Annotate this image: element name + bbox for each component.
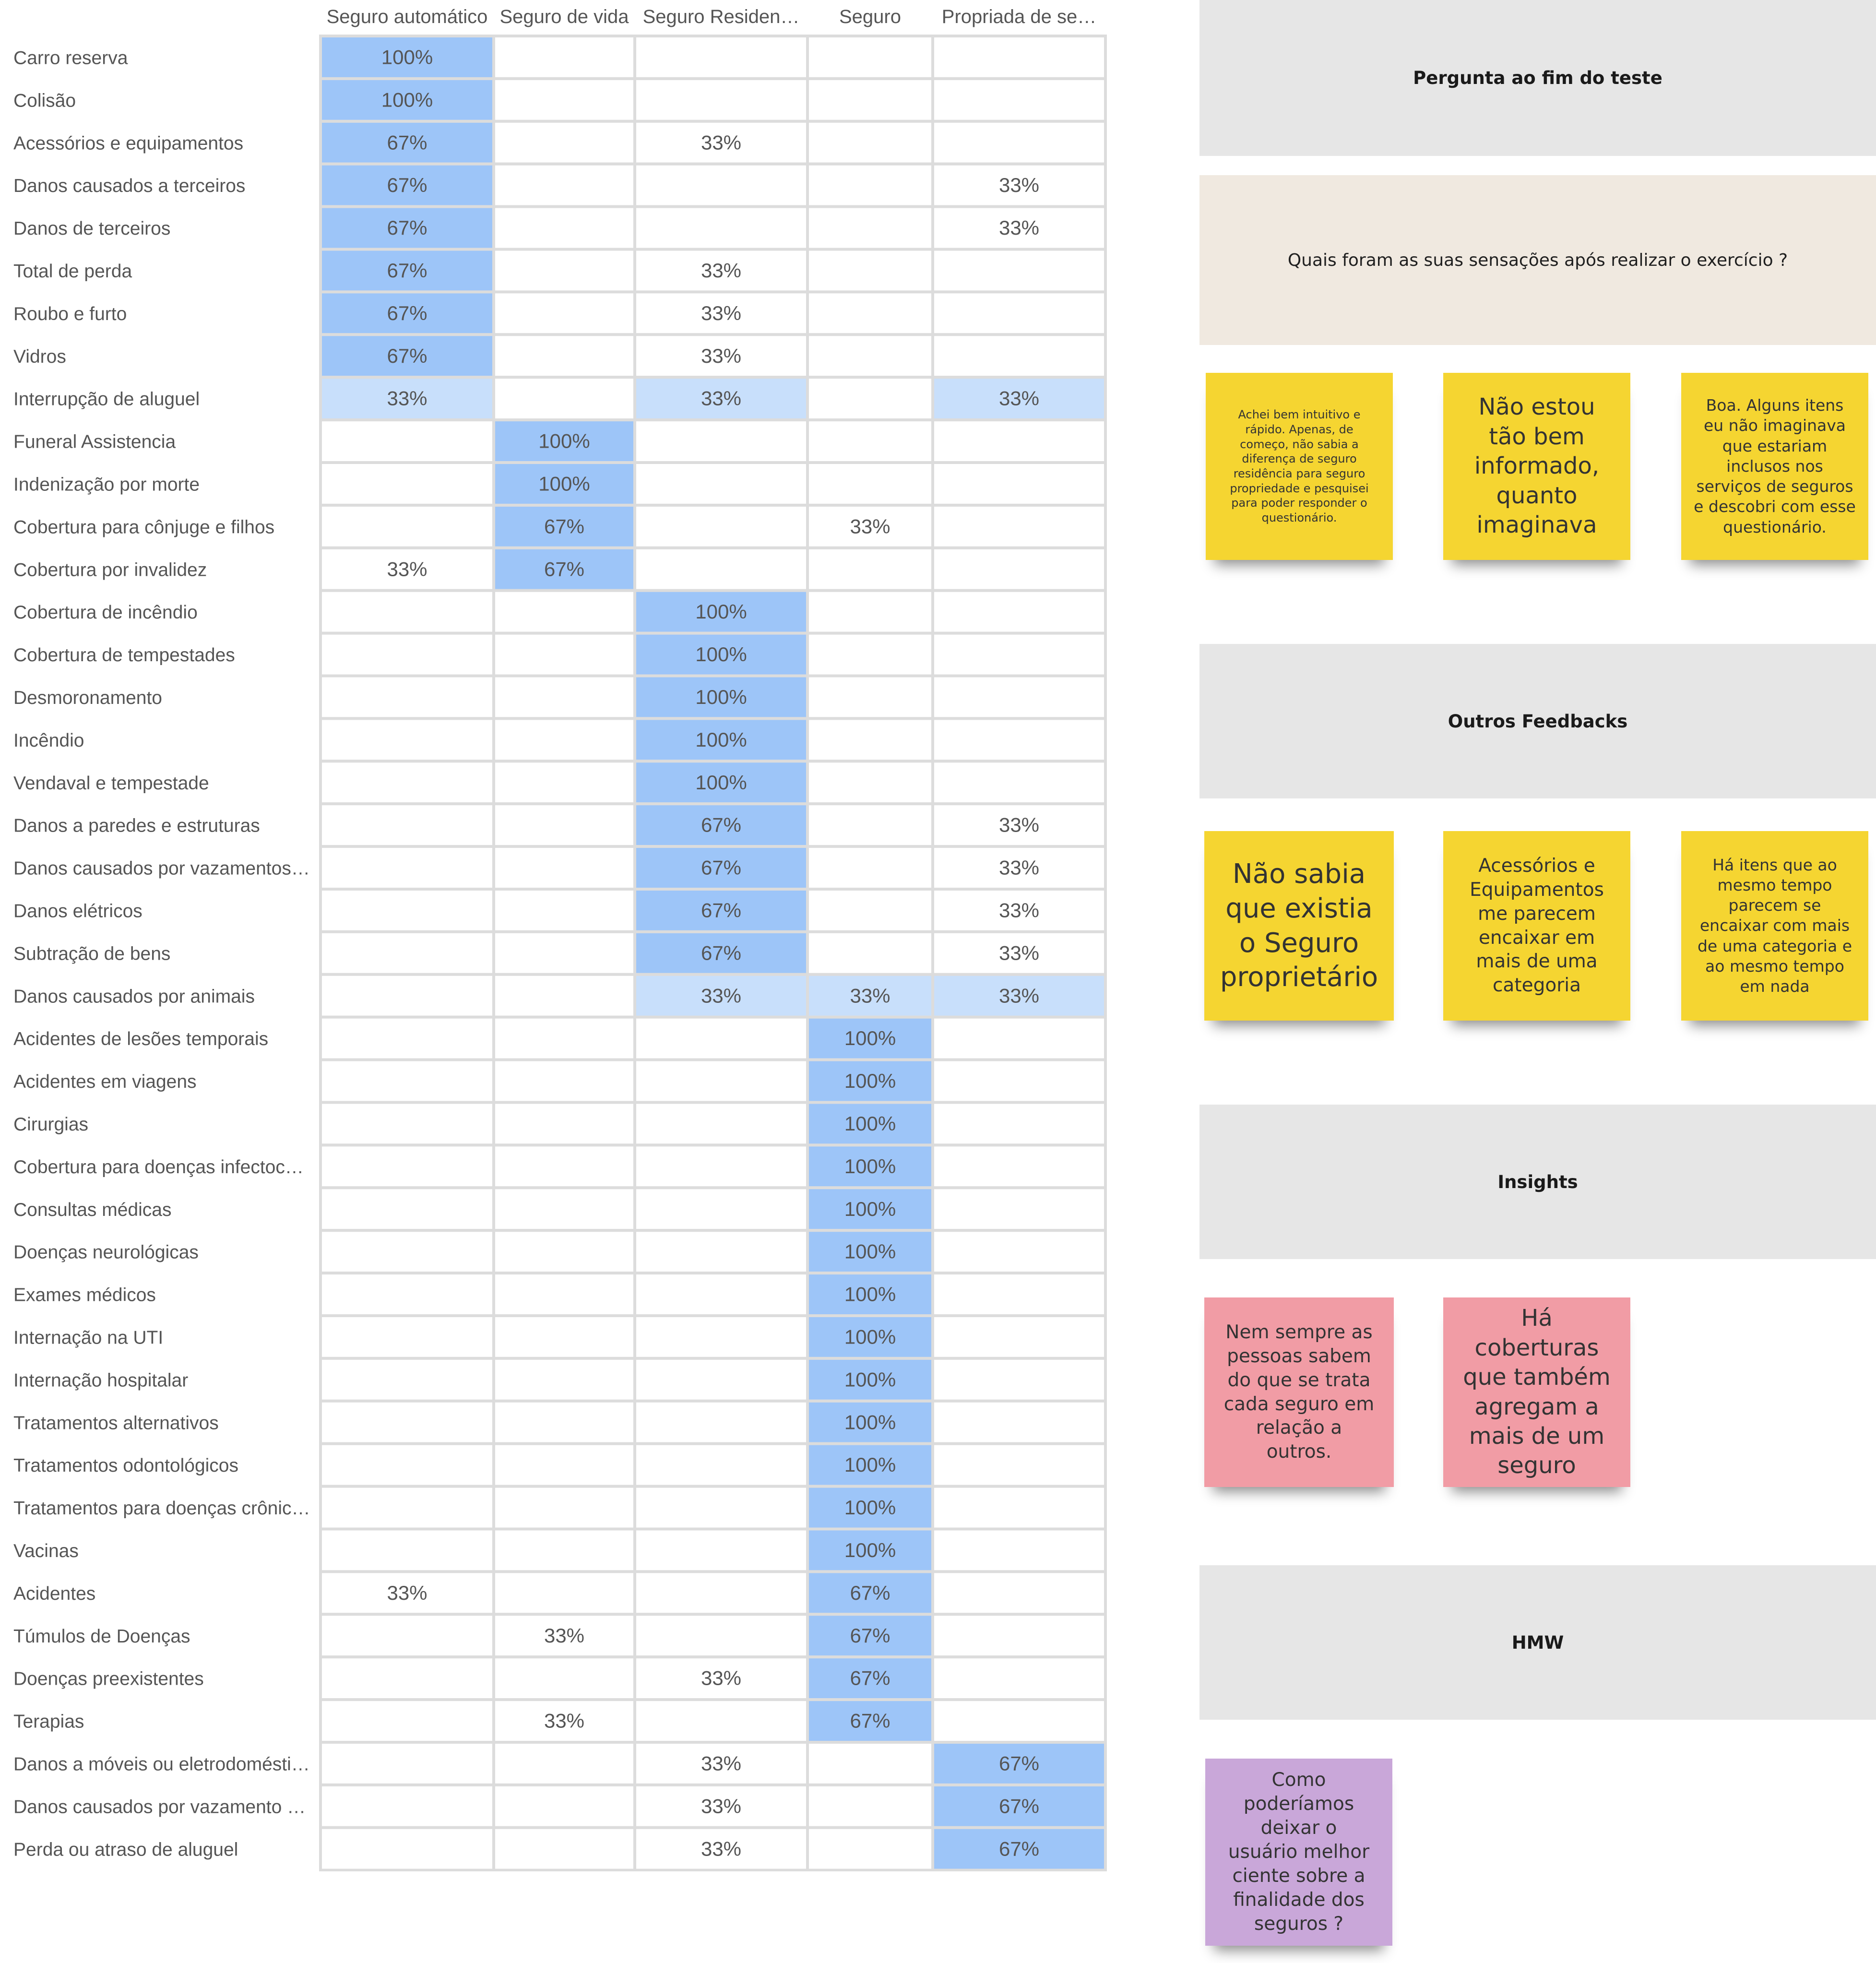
row-label: Cobertura para doenças infectoc… [13, 1156, 304, 1178]
heatmap-cell [494, 1828, 635, 1870]
heatmap-cell [933, 1487, 1105, 1529]
heatmap-cell [933, 1017, 1105, 1060]
heatmap-cell [494, 676, 635, 719]
row-label: Terapias [13, 1711, 84, 1732]
cell-value: 33% [701, 344, 742, 367]
cell-value: 100% [844, 1325, 896, 1348]
cell-value: 100% [844, 1411, 896, 1434]
row-label: Danos causados a terceiros [13, 176, 246, 197]
row-label: Tratamentos para doenças crônic… [13, 1498, 310, 1519]
cell-value: 100% [844, 1496, 896, 1519]
heatmap-cell [933, 334, 1105, 377]
section-title: Pergunta ao fim do teste [1413, 68, 1662, 88]
heatmap-cell [635, 1614, 807, 1657]
row-label: Cirurgias [13, 1114, 89, 1135]
row-label: Subtração de bens [13, 943, 171, 964]
cell-value: 33% [998, 216, 1040, 239]
heatmap-cell [494, 1785, 635, 1828]
heatmap-cell [494, 1188, 635, 1230]
heatmap-cell [807, 121, 933, 164]
cell-value: 100% [844, 1112, 896, 1135]
column-header: Seguro automático [326, 6, 488, 27]
heatmap-cell [635, 1145, 807, 1188]
heatmap-cell [494, 633, 635, 676]
section-title: Outros Feedbacks [1448, 711, 1628, 732]
row-label: Danos a paredes e estruturas [13, 815, 260, 836]
heatmap-cell [933, 1273, 1105, 1316]
cell-value: 67% [387, 259, 427, 282]
sticky-note: Não estou tão bem informado, quanto imaginava [1443, 373, 1630, 560]
heatmap-cell [635, 1487, 807, 1529]
heatmap-cell [321, 1742, 494, 1785]
cell-value: 67% [701, 941, 742, 964]
column-header: Seguro [839, 6, 901, 27]
cell-value: 33% [701, 131, 742, 154]
heatmap-cell [807, 377, 933, 420]
heatmap-cell [321, 804, 494, 846]
heatmap-cell [321, 1614, 494, 1657]
heatmap-cell [933, 1401, 1105, 1444]
cell-value: 67% [850, 1581, 891, 1604]
cell-value: 33% [701, 259, 742, 282]
heatmap-cell [321, 1230, 494, 1273]
heatmap-cell [494, 1316, 635, 1358]
heatmap-cell [321, 676, 494, 719]
heatmap-cell [494, 121, 635, 164]
heatmap-cell [933, 633, 1105, 676]
heatmap-cell [635, 1017, 807, 1060]
heatmap-cell [807, 36, 933, 79]
heatmap-cell [321, 889, 494, 932]
heatmap-cell [494, 1103, 635, 1145]
section-banner-hmw [1199, 1565, 1876, 1720]
section-banner-insights [1199, 1105, 1876, 1259]
cell-value: 100% [844, 1027, 896, 1050]
heatmap-cell [321, 1017, 494, 1060]
cell-value: 100% [538, 429, 590, 452]
heatmap-cell [321, 1700, 494, 1742]
heatmap-cell [321, 505, 494, 548]
cell-value: 33% [998, 984, 1040, 1007]
heatmap-cell [321, 1273, 494, 1316]
cell-value: 100% [695, 600, 747, 623]
cell-value: 100% [844, 1197, 896, 1220]
heatmap-cell [635, 1273, 807, 1316]
heatmap-cell [933, 250, 1105, 292]
cell-value: 100% [844, 1538, 896, 1561]
sticky-note: Não sabia que existia o Seguro proprietário [1204, 831, 1394, 1021]
cell-value: 33% [387, 1581, 427, 1604]
column-header: Propriada de se… [941, 6, 1097, 27]
heatmap-cell [494, 1529, 635, 1572]
heatmap-cell [807, 591, 933, 633]
row-label: Tratamentos odontológicos [13, 1455, 238, 1476]
cell-value: 100% [844, 1240, 896, 1263]
heatmap-cell [933, 1103, 1105, 1145]
row-label: Indenização por morte [13, 474, 200, 495]
heatmap-cell [933, 676, 1105, 719]
row-label: Danos causados por vazamento … [13, 1796, 306, 1818]
heatmap-cell [807, 79, 933, 121]
row-label: Exames médicos [13, 1285, 156, 1306]
heatmap-cell [494, 761, 635, 804]
cell-value: 67% [701, 813, 742, 836]
heatmap-cell [635, 463, 807, 505]
heatmap-cell [321, 1529, 494, 1572]
cell-value: 33% [998, 813, 1040, 836]
heatmap-cell [807, 633, 933, 676]
cell-value: 33% [850, 984, 891, 1007]
heatmap-cell [933, 1571, 1105, 1614]
heatmap-cell [494, 975, 635, 1017]
cell-value: 67% [850, 1624, 891, 1647]
row-label: Roubo e furto [13, 303, 127, 324]
heatmap-cell [807, 164, 933, 207]
heatmap-cell [494, 334, 635, 377]
section-title: Insights [1497, 1171, 1578, 1192]
heatmap-cell [321, 1444, 494, 1487]
heatmap-cell [321, 932, 494, 975]
cell-value: 33% [544, 1709, 585, 1732]
cell-value: 33% [850, 515, 891, 538]
heatmap-cell [321, 846, 494, 889]
cell-value: 33% [701, 1752, 742, 1775]
cell-value: 67% [998, 1752, 1040, 1775]
sticky-note: Como poderíamos deixar o usuário melhor ciente sobre a finalidade dos seguros ? [1205, 1759, 1392, 1946]
cell-value: 33% [998, 387, 1040, 410]
cell-value: 100% [844, 1154, 896, 1178]
heatmap-cell [807, 420, 933, 463]
cell-value: 100% [381, 88, 433, 111]
heatmap-cell [807, 932, 933, 975]
sticky-note: Há coberturas que também agregam a mais de um seguro [1443, 1297, 1630, 1487]
heatmap-cell [933, 292, 1105, 334]
row-label: Vacinas [13, 1540, 79, 1561]
heatmap-cell [933, 1700, 1105, 1742]
cell-value: 100% [695, 643, 747, 666]
heatmap-cell [635, 548, 807, 591]
sticky-note: Nem sempre as pessoas sabem do que se trata cada seguro em relação a outros. [1204, 1297, 1394, 1487]
heatmap-cell [635, 1700, 807, 1742]
row-label: Acessórios e equipamentos [13, 133, 244, 154]
row-label: Cobertura de tempestades [13, 645, 235, 666]
heatmap-cell [494, 718, 635, 761]
section-title: HMW [1511, 1632, 1564, 1653]
row-label: Colisão [13, 90, 76, 111]
heatmap-cell [933, 36, 1105, 79]
cell-value: 33% [701, 1795, 742, 1818]
heatmap-cell [933, 1614, 1105, 1657]
heatmap-cell [321, 1060, 494, 1103]
cell-value: 33% [544, 1624, 585, 1647]
cell-value: 33% [998, 941, 1040, 964]
heatmap-cell [494, 377, 635, 420]
heatmap-cell [635, 1571, 807, 1614]
heatmap-cell [494, 846, 635, 889]
row-label: Tratamentos alternativos [13, 1413, 219, 1434]
row-label: Acidentes [13, 1583, 96, 1604]
heatmap-cell [933, 420, 1105, 463]
heatmap-cell [494, 1657, 635, 1700]
cell-value: 67% [850, 1709, 891, 1732]
heatmap-cell [635, 1529, 807, 1572]
row-label: Funeral Assistencia [13, 431, 176, 452]
heatmap-cell [321, 1316, 494, 1358]
row-label: Interrupção de aluguel [13, 389, 200, 410]
cell-value: 100% [844, 1070, 896, 1093]
heatmap-cell [635, 1103, 807, 1145]
column-header: Seguro Residen… [642, 6, 800, 27]
cell-value: 33% [387, 558, 427, 581]
cell-value: 33% [701, 1837, 742, 1860]
heatmap-cell [933, 761, 1105, 804]
heatmap-cell [494, 1444, 635, 1487]
cell-value: 67% [701, 899, 742, 922]
heatmap-cell [807, 207, 933, 250]
heatmap-cell [494, 1401, 635, 1444]
sticky-note: Acessórios e Equipamentos me parecem encaixar em mais de uma categoria [1443, 831, 1630, 1021]
heatmap-cell [321, 761, 494, 804]
row-label: Vendaval e tempestade [13, 773, 209, 794]
row-label: Perda ou atraso de aluguel [13, 1839, 238, 1860]
heatmap-cell [494, 292, 635, 334]
cell-value: 100% [844, 1453, 896, 1476]
row-label: Consultas médicas [13, 1199, 172, 1220]
question-card [1199, 175, 1876, 345]
heatmap-cell [635, 36, 807, 79]
heatmap-cell [635, 1358, 807, 1401]
heatmap-cell [321, 718, 494, 761]
heatmap-cell [933, 121, 1105, 164]
heatmap-cell [933, 1316, 1105, 1358]
row-label: Doenças neurológicas [13, 1242, 199, 1263]
heatmap-cell [933, 1145, 1105, 1188]
heatmap-cell [807, 676, 933, 719]
heatmap-cell [321, 975, 494, 1017]
heatmap-cell [321, 1145, 494, 1188]
row-label: Doenças preexistentes [13, 1668, 204, 1689]
heatmap-cell [494, 1060, 635, 1103]
heatmap-cell [494, 79, 635, 121]
heatmap-cell [807, 1785, 933, 1828]
cell-value: 67% [544, 558, 585, 581]
heatmap-cell [807, 1742, 933, 1785]
row-label: Danos a móveis ou eletrodomésti… [13, 1754, 310, 1775]
heatmap-cell [933, 1444, 1105, 1487]
cell-value: 100% [381, 46, 433, 69]
heatmap-cell [635, 79, 807, 121]
heatmap-cell [494, 1742, 635, 1785]
column-header: Seguro de vida [499, 6, 629, 27]
heatmap-cell [933, 1230, 1105, 1273]
heatmap-cell [321, 1358, 494, 1401]
heatmap-cell [933, 718, 1105, 761]
cell-value: 33% [701, 1666, 742, 1689]
heatmap-cell [321, 1487, 494, 1529]
heatmap-cell [321, 1188, 494, 1230]
cell-value: 33% [998, 174, 1040, 197]
section-banner-pergunta [1199, 0, 1876, 156]
heatmap-cell [494, 1273, 635, 1316]
heatmap-cell [494, 591, 635, 633]
heatmap-cell [635, 1444, 807, 1487]
cell-value: 67% [701, 856, 742, 879]
row-label: Internação na UTI [13, 1327, 164, 1348]
heatmap-cell [933, 463, 1105, 505]
heatmap-cell [321, 1103, 494, 1145]
heatmap-cell [635, 505, 807, 548]
heatmap-cell [494, 1017, 635, 1060]
heatmap-cell [321, 1785, 494, 1828]
cell-value: 67% [387, 344, 427, 367]
sticky-note: Achei bem intuitivo e rápido. Apenas, de começo, não sabia a diferença de seguro residência para seguro propriedade e pesquisei para poder responder o questionário. [1206, 373, 1393, 560]
heatmap-cell [494, 932, 635, 975]
cell-value: 100% [538, 472, 590, 495]
heatmap-cell [807, 846, 933, 889]
cell-value: 100% [695, 771, 747, 794]
heatmap-cell [933, 1060, 1105, 1103]
heatmap-cell [494, 164, 635, 207]
heatmap-cell [933, 591, 1105, 633]
cell-value: 33% [701, 387, 742, 410]
heatmap-cell [635, 420, 807, 463]
heatmap-cell [494, 1487, 635, 1529]
heatmap-cell [321, 463, 494, 505]
cell-value: 67% [850, 1666, 891, 1689]
heatmap-cell [933, 1529, 1105, 1572]
cell-value: 33% [701, 984, 742, 1007]
heatmap-cell [635, 1230, 807, 1273]
heatmap-cell [494, 1145, 635, 1188]
row-label: Danos causados por vazamentos… [13, 858, 310, 879]
heatmap-cell [635, 1316, 807, 1358]
heatmap-cell [807, 334, 933, 377]
cell-value: 67% [387, 216, 427, 239]
cell-value: 67% [387, 131, 427, 154]
heatmap-cell [321, 1828, 494, 1870]
heatmap-cell [494, 1230, 635, 1273]
section-banner-feedbacks [1199, 644, 1876, 798]
heatmap-cell [494, 207, 635, 250]
sticky-note: Há itens que ao mesmo tempo parecem se encaixar com mais de uma categoria e ao mesmo tempo em nada [1681, 831, 1868, 1021]
heatmap-cell [807, 761, 933, 804]
cell-value: 100% [844, 1368, 896, 1391]
row-label: Danos causados por animais [13, 986, 255, 1007]
heatmap-cell [933, 79, 1105, 121]
heatmap-cell [635, 207, 807, 250]
heatmap-cell [635, 1401, 807, 1444]
sticky-note: Boa. Alguns itens eu não imaginava que estariam inclusos nos serviços de seguros e descobri com esse questionário. [1681, 373, 1868, 560]
heatmap-cell [807, 718, 933, 761]
row-label: Desmoronamento [13, 687, 162, 708]
heatmap-cell [494, 804, 635, 846]
cell-value: 67% [544, 515, 585, 538]
heatmap-cell [321, 1657, 494, 1700]
row-label: Acidentes de lesões temporais [13, 1029, 269, 1050]
heatmap-cell [933, 1358, 1105, 1401]
cell-value: 67% [387, 174, 427, 197]
row-label: Vidros [13, 346, 66, 367]
heatmap-cell [807, 463, 933, 505]
heatmap-cell [321, 420, 494, 463]
question-text: Quais foram as suas sensações após realizar o exercício ? [1287, 250, 1788, 270]
heatmap-cell [635, 164, 807, 207]
row-label: Carro reserva [13, 48, 128, 69]
heatmap-cell [807, 250, 933, 292]
cell-value: 33% [701, 301, 742, 324]
row-label: Danos de terceiros [13, 218, 171, 239]
heatmap-cell [933, 1188, 1105, 1230]
heatmap-cell [321, 633, 494, 676]
heatmap-cell [494, 1571, 635, 1614]
heatmap-cell [807, 548, 933, 591]
cell-value: 33% [998, 899, 1040, 922]
heatmap-cell [807, 804, 933, 846]
cell-value: 100% [844, 1283, 896, 1306]
heatmap-cell [933, 505, 1105, 548]
row-label: Cobertura de incêndio [13, 602, 198, 623]
row-label: Total de perda [13, 261, 132, 282]
row-label: Acidentes em viagens [13, 1071, 197, 1093]
cell-value: 67% [998, 1795, 1040, 1818]
heatmap-cell [494, 1358, 635, 1401]
heatmap-cell [494, 250, 635, 292]
heatmap-cell [807, 292, 933, 334]
heatmap-cell [635, 1060, 807, 1103]
cell-value: 100% [695, 685, 747, 708]
heatmap-cell [807, 889, 933, 932]
heatmap-cell [321, 1401, 494, 1444]
row-label: Danos elétricos [13, 901, 142, 922]
heatmap-cell [494, 889, 635, 932]
heatmap-cell [933, 1657, 1105, 1700]
cell-value: 33% [998, 856, 1040, 879]
cell-value: 33% [387, 387, 427, 410]
heatmap-cell [494, 36, 635, 79]
heatmap-cell [807, 1828, 933, 1870]
heatmap-cell [321, 591, 494, 633]
cell-value: 100% [695, 728, 747, 751]
row-label: Cobertura por invalidez [13, 559, 207, 581]
row-label: Túmulos de Doenças [13, 1626, 190, 1647]
heatmap-cell [635, 1188, 807, 1230]
row-label: Internação hospitalar [13, 1370, 189, 1391]
row-label: Cobertura para cônjuge e filhos [13, 517, 275, 538]
cell-value: 67% [998, 1837, 1040, 1860]
cell-value: 67% [387, 301, 427, 324]
heatmap-cell [933, 548, 1105, 591]
row-label: Incêndio [13, 730, 84, 751]
